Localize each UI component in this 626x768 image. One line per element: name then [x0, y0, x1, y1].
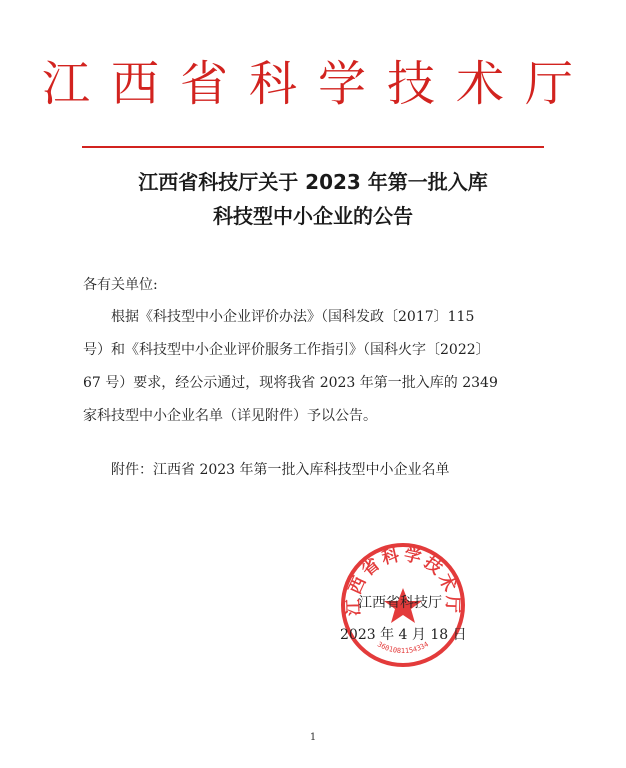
document-title-line-2: 科技型中小企业的公告: [213, 204, 413, 228]
body-text-line-2: 号）和《科技型中小企业评价服务工作指引》（国科火字〔2022〕: [83, 342, 490, 358]
body-text-line-4: 家科技型中小企业名单（详见附件）予以公告。: [83, 408, 377, 424]
document-title-line-1: 江西省科技厅关于 2023 年第一批入库: [138, 170, 488, 194]
seal-text: 江西省科学技术厅: [343, 544, 463, 617]
salutation: 各有关单位:: [83, 277, 158, 293]
seal-code: 3601081154334: [375, 640, 431, 656]
attachment-note: 附件：江西省 2023 年第一批入库科技型中小企业名单: [111, 462, 450, 478]
signing-organization: 江西省科技厅: [358, 595, 442, 611]
body-text-line-1: 根据《科技型中小企业评价办法》（国科发政〔2017〕115: [111, 309, 475, 325]
page-number: 1: [309, 732, 317, 743]
body-paragraph-line-1: [83, 310, 545, 324]
body-text-line-3: 67 号）要求，经公示通过，现将我省 2023 年第一批入库的 2349: [83, 375, 498, 391]
masthead-title: 江西省科学技术厅: [41, 56, 594, 112]
signing-date: 2023 年 4 月 18 日: [340, 627, 467, 643]
red-divider-line: [82, 146, 544, 148]
